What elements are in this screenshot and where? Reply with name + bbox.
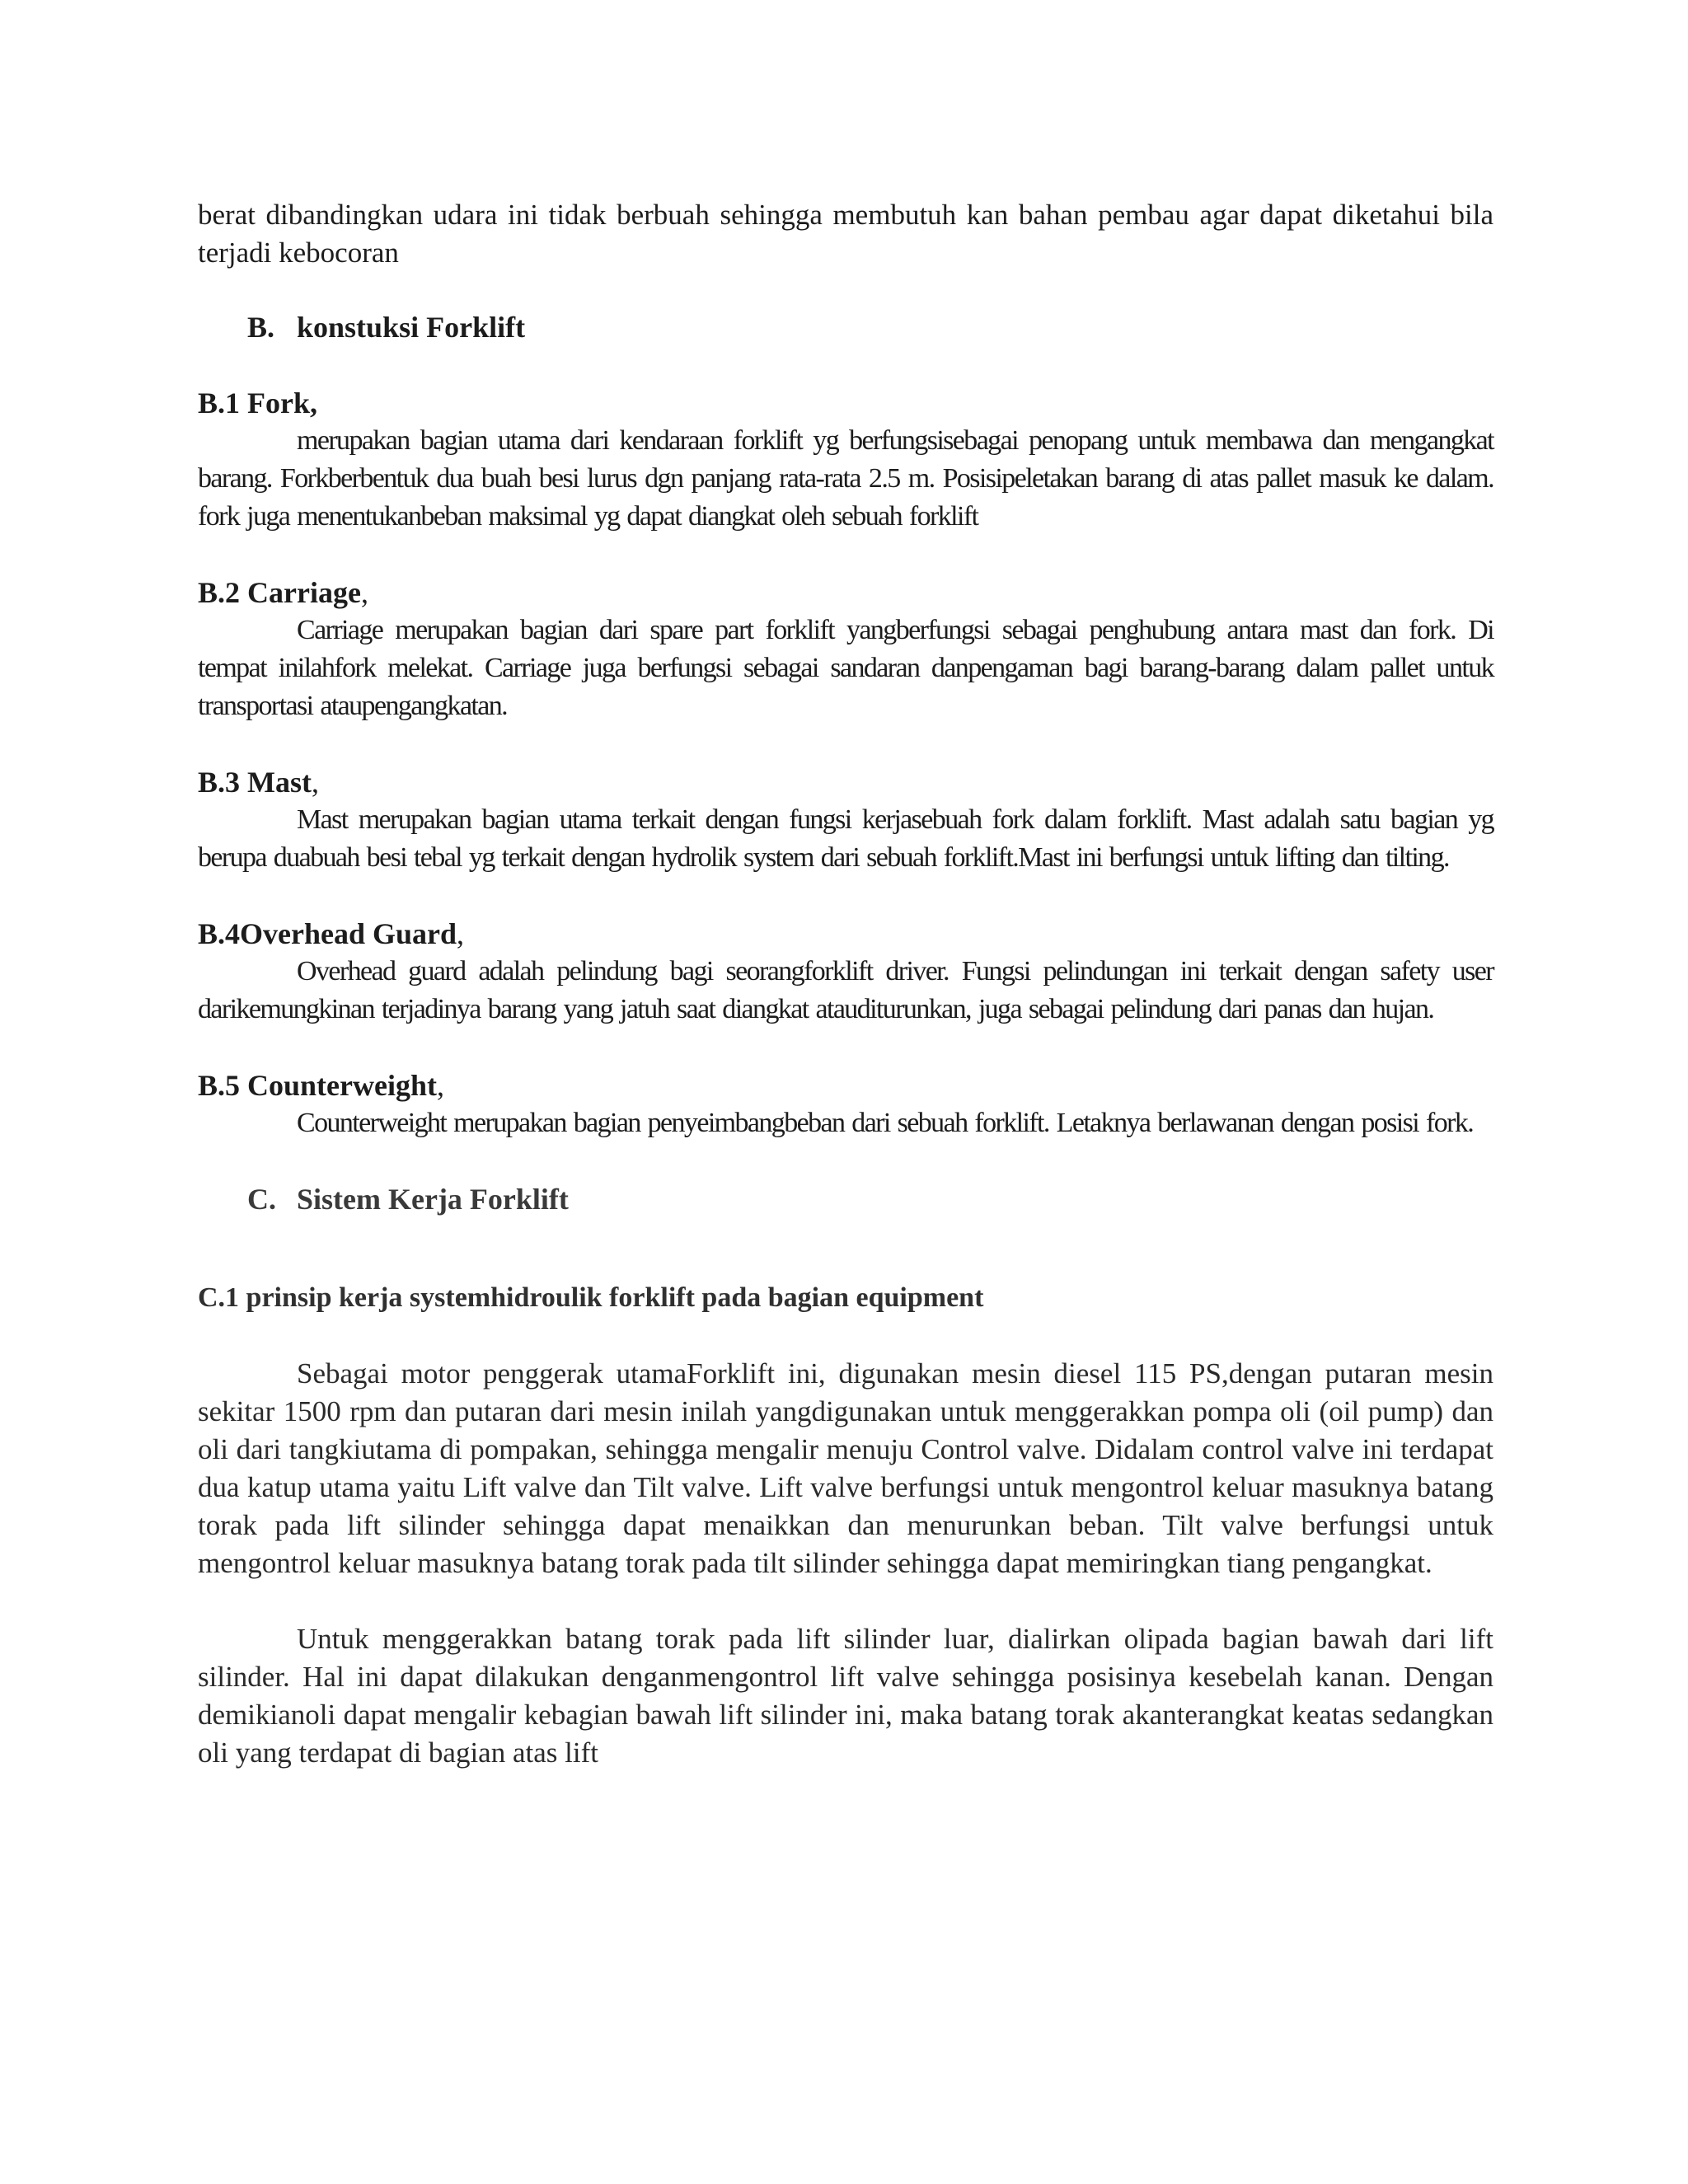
- subsection-b4-heading: [198, 915, 1493, 953]
- subsection-b1-title: B.1 Fork,: [198, 387, 318, 419]
- subsection-b5: [198, 1066, 1493, 1142]
- subsection-b1: [198, 384, 1493, 536]
- c1-paragraph-1: Sebagai motor penggerak utamaForklift ini, digunakan mesin diesel 115 PS,dengan putaran mesin sekitar 1500 rpm dan putaran dari mesin inilah yangdigunakan untuk menggerakkan pompa oli (oil pump) dan oli dari tangkiutama di pompakan, sehingga mengalir menuju Control valve. Didalam control valve ini terdapat dua katup utama yaitu Lift valve dan Tilt valve. Lift valve berfungsi untuk mengontrol keluar masuknya batang torak pada lift silinder sehingga dapat menaikkan dan menurunkan beban. Tilt valve berfungsi untuk mengontrol keluar masuknya batang torak pada tilt silinder sehingga dapat memiringkan tiang pengangkat.: [198, 1357, 1493, 1579]
- section-b-title: konstuksi Forklift: [297, 311, 526, 344]
- section-c-letter: C.: [247, 1183, 276, 1216]
- subsection-b5-comma: ,: [437, 1069, 444, 1102]
- subsection-b2-text: Carriage merupakan bagian dari spare part forklift yangberfungsi sebagai penghubung antara mast dan fork. Di tempat inilahfork melekat. Carriage juga berfungsi sebagai sandaran danpengaman bagi barang-barang dalam pallet untuk transportasi ataupengangkatan.: [198, 615, 1493, 721]
- subsection-b1-heading: [198, 384, 1493, 422]
- c1-paragraph-2: Untuk menggerakkan batang torak pada lift silinder luar, dialirkan olipada bagian bawah dari lift silinder. Hal ini dapat dilakukan denganmengontrol lift valve sehingga posisinya kesebelah kanan. Dengan demikianoli dapat mengalir kebagian bawah lift silinder ini, maka batang torak akanterangkat keatas sedangkan oli yang terdapat di bagian atas lift: [198, 1623, 1493, 1769]
- section-c-heading: [247, 1180, 1493, 1218]
- subsection-c1-heading: C.1 prinsip kerja systemhidroulik forklift pada bagian equipment: [198, 1282, 984, 1313]
- subsection-b3-heading: [198, 763, 1493, 801]
- subsection-b3-title: B.3 Mast: [198, 766, 312, 799]
- subsection-b3-text: Mast merupakan bagian utama terkait dengan fungsi kerjasebuah fork dalam forklift. Mast adalah satu bagian yg berupa duabuah besi tebal yg terkait dengan hydrolik system dari sebuah forklift.Mast ini berfungsi untuk lifting dan tilting.: [198, 804, 1493, 873]
- section-c-title: Sistem Kerja Forklift: [297, 1183, 569, 1216]
- subsection-b4: [198, 915, 1493, 1029]
- subsection-b3-comma: ,: [312, 766, 319, 799]
- subsection-b2: [198, 574, 1493, 725]
- subsection-b4-text: Overhead guard adalah pelindung bagi seorangforklift driver. Fungsi pelindungan ini terkait dengan safety user darikemungkinan terjadinya barang yang jatuh saat diangkat atauditurunkan, juga sebagai pelindung dari panas dan hujan.: [198, 956, 1493, 1024]
- section-b-letter: B.: [247, 311, 275, 344]
- subsection-b5-title: B.5 Counterweight: [198, 1069, 437, 1102]
- subsection-b2-comma: ,: [360, 576, 368, 609]
- section-b-heading: [247, 308, 1493, 346]
- subsection-b4-comma: ,: [457, 917, 465, 950]
- subsection-b5-text: Counterweight merupakan bagian penyeimbangbeban dari sebuah forklift. Letaknya berlawanan dengan posisi fork.: [297, 1108, 1474, 1138]
- subsection-b2-title: B.2 Carriage: [198, 576, 361, 609]
- subsection-b1-text: merupakan bagian utama dari kendaraan forklift yg berfungsisebagai penopang untuk membawa dan mengangkat barang. Forkberbentuk dua buah besi lurus dgn panjang rata-rata 2.5 m. Posisipeletakan barang di atas pallet masuk ke dalam. fork juga menentukanbeban maksimal yg dapat diangkat oleh sebuah forklift: [198, 425, 1493, 532]
- subsection-b3: [198, 763, 1493, 877]
- subsection-b5-heading: [198, 1066, 1493, 1104]
- subsection-b2-heading: [198, 574, 1493, 612]
- subsection-b4-title: B.4Overhead Guard: [198, 917, 457, 950]
- intro-paragraph: berat dibandingkan udara ini tidak berbuah sehingga membutuh kan bahan pembau agar dapat diketahui bila terjadi kebocoran: [198, 199, 1493, 269]
